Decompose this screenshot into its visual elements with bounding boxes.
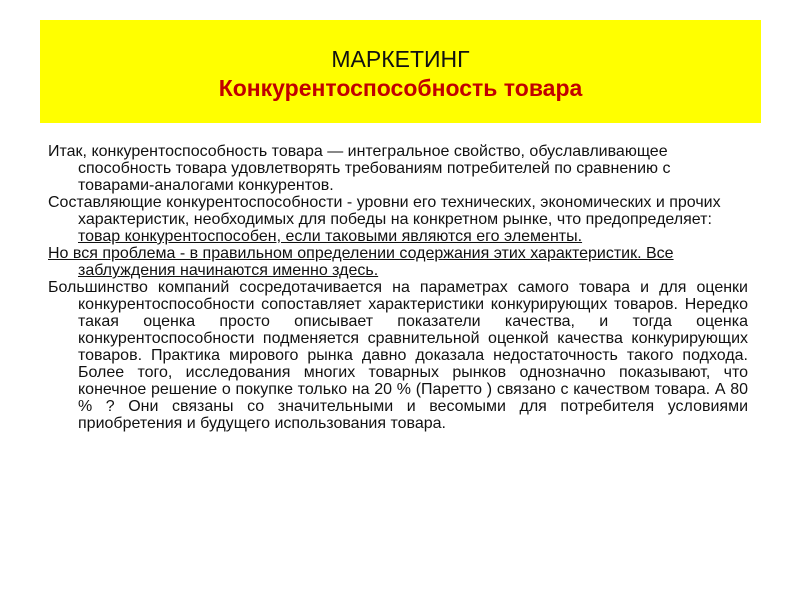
title-banner [40, 20, 761, 123]
components-conclusion: товар конкурентоспособен, если таковыми являются его элементы. [78, 228, 583, 245]
paragraph-practice: Большинство компаний сосредотачивается на параметрах самого товара и для оценки конкурентоспособности сопоставляет характеристики конкурирующих товаров. Нередко такая оценка просто описывает показатели качества, и тогда оценка конкурентоспособности подменяется сравнительной оценкой качества конкурирующих товаров. Практика мирового рынка давно доказала недостаточность такого подхода. Более того, исследования многих товарных рынков однозначно показывают, что конечное решение о покупке только на 20 % (Паретто ) связано с качеством товара. А 80 % ? Они связаны со значительными и весомыми для потребителя условиями приобретения и будущего использования товара. [48, 279, 748, 432]
paragraph-problem: Но вся проблема - в правильном определении содержания этих характеристик. Все заблуждения начинаются именно здесь. [48, 245, 674, 279]
paragraph-definition: Итак, конкурентоспособность товара — интегральное свойство, обуславливающее способность товара удовлетворять требованиям потребителей по сравнению с товарами-аналогами конкурентов. [48, 143, 671, 194]
paragraph-components [48, 194, 748, 245]
slide-body [48, 143, 748, 432]
slide-subtitle: Конкурентоспособность товара [218, 75, 583, 101]
slide-title: МАРКЕТИНГ [331, 46, 470, 72]
components-text: Составляющие конкурентоспособности - уровни его технических, экономических и прочих характеристик, необходимых для победы на конкретном рынке, что предопределяет: [48, 194, 721, 228]
